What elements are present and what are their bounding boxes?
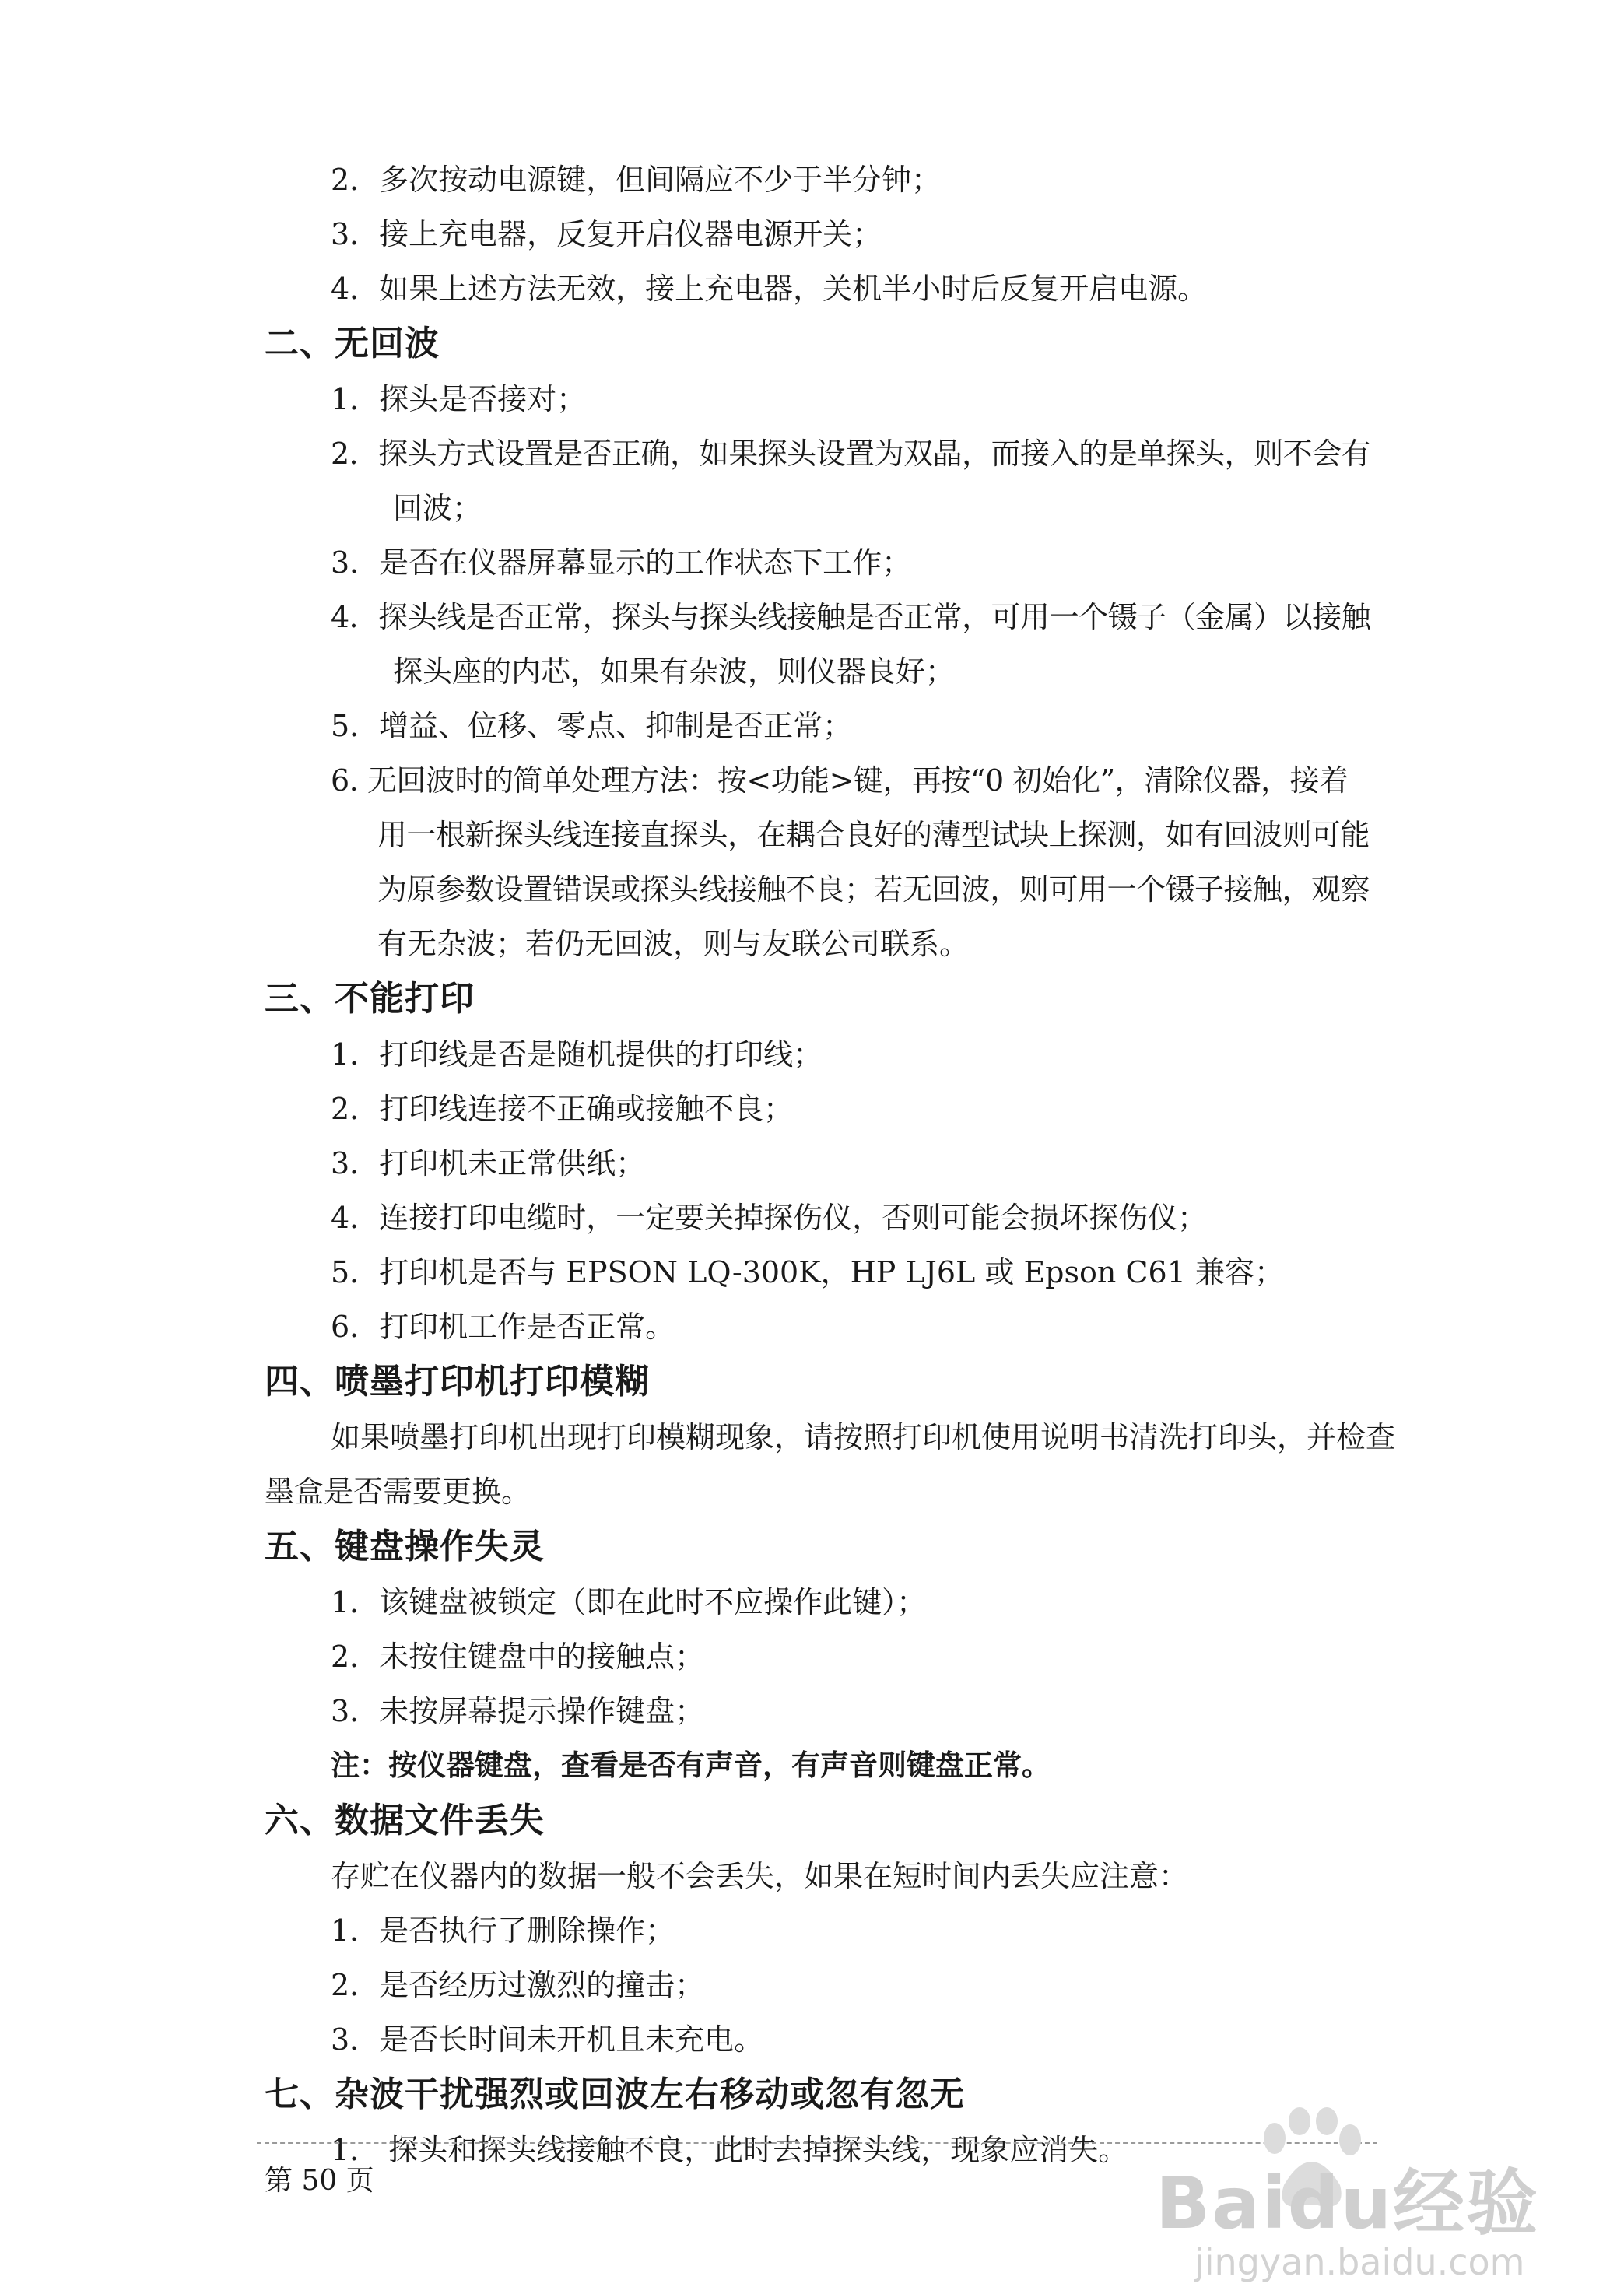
list-item-continuation: 为原参数设置错误或探头线接触不良；若无回波，则可用一个镊子接触，观察 <box>377 872 1370 907</box>
section-heading-cannot-print: 三、不能打印 <box>265 979 475 1019</box>
list-item: 1．打印线是否是随机提供的打印线； <box>331 1037 823 1072</box>
paragraph-line: 墨盒是否需要更换。 <box>265 1475 531 1509</box>
watermark-logo-text: Baidu经验 <box>1156 2162 1540 2245</box>
list-item-continuation: 探头座的内芯，如果有杂波，则仪器良好； <box>393 654 956 689</box>
list-item: 1．探头是否接对； <box>331 382 587 416</box>
list-item: 3．是否长时间未开机且未充电。 <box>331 2022 764 2057</box>
section-heading-keyboard-failure: 五、键盘操作失灵 <box>265 1527 545 1566</box>
section-heading-noise-interference: 七、杂波干扰强烈或回波左右移动或忽有忽无 <box>265 2075 965 2114</box>
list-item: 3．是否在仪器屏幕显示的工作状态下工作； <box>331 545 912 580</box>
watermark-url: jingyan.baidu.com <box>1194 2241 1525 2283</box>
list-item: 6. 无回波时的简单处理方法：按<功能>键，再按“0 初始化”，清除仪器，接着 <box>331 763 1349 798</box>
note-text: 注：按仪器键盘，查看是否有声音，有声音则键盘正常。 <box>331 1749 1051 1782</box>
list-item-continuation: 有无杂波；若仍无回波，则与友联公司联系。 <box>377 927 970 961</box>
list-item: 1．该键盘被锁定（即在此时不应操作此键）； <box>331 1585 927 1619</box>
list-item: 2．未按住键盘中的接触点； <box>331 1640 705 1674</box>
list-item: 2．探头方式设置是否正确，如果探头设置为双晶，而接入的是单探头，则不会有 <box>331 437 1371 471</box>
page-content <box>265 153 1510 2177</box>
page-number: 第 50 页 <box>265 2165 374 2197</box>
list-item: 3．未按屏幕提示操作键盘； <box>331 1694 705 1728</box>
section-heading-no-echo: 二、无回波 <box>265 324 440 363</box>
list-item: 3．接上充电器，反复开启仪器电源开关； <box>331 217 882 251</box>
list-item: 6．打印机工作是否正常。 <box>331 1310 675 1344</box>
list-item: 2．多次按动电源键，但间隔应不少于半分钟； <box>331 163 942 197</box>
section-heading-inkjet-blur: 四、喷墨打印机打印模糊 <box>265 1362 650 1401</box>
list-item-continuation: 回波； <box>393 491 482 525</box>
list-item: 5．打印机是否与 EPSON LQ-300K，HP LJ6L 或 Epson C61 兼容； <box>331 1255 1284 1289</box>
list-item: 4．如果上述方法无效，接上充电器，关机半小时后反复开启电源。 <box>331 272 1208 306</box>
list-item: 3．打印机未正常供纸； <box>331 1146 646 1180</box>
paragraph-line: 存贮在仪器内的数据一般不会丢失，如果在短时间内丢失应注意： <box>331 1859 1189 1893</box>
baidu-watermark <box>1148 2101 1584 2288</box>
list-item: 4．连接打印电缆时，一定要关掉探伤仪，否则可能会损坏探伤仪； <box>331 1201 1208 1235</box>
list-item: 1．是否执行了删除操作； <box>331 1913 675 1948</box>
list-item: 4．探头线是否正常，探头与探头线接触是否正常，可用一个镊子（金属）以接触 <box>331 600 1371 634</box>
list-item: 5．增益、位移、零点、抑制是否正常； <box>331 709 853 743</box>
list-item: 1． 探头和探头线接触不良，此时去掉探头线，现象应消失。 <box>331 2133 1128 2167</box>
list-item: 2．是否经历过激烈的撞击； <box>331 1968 705 2002</box>
paragraph-line: 如果喷墨打印机出现打印模糊现象，请按照打印机使用说明书清洗打印头，并检查 <box>331 1420 1396 1454</box>
list-item: 2．打印线连接不正确或接触不良； <box>331 1092 794 1126</box>
section-heading-data-loss: 六、数据文件丢失 <box>265 1801 545 1840</box>
list-item-continuation: 用一根新探头线连接直探头，在耦合良好的薄型试块上探测，如有回波则可能 <box>377 818 1370 852</box>
